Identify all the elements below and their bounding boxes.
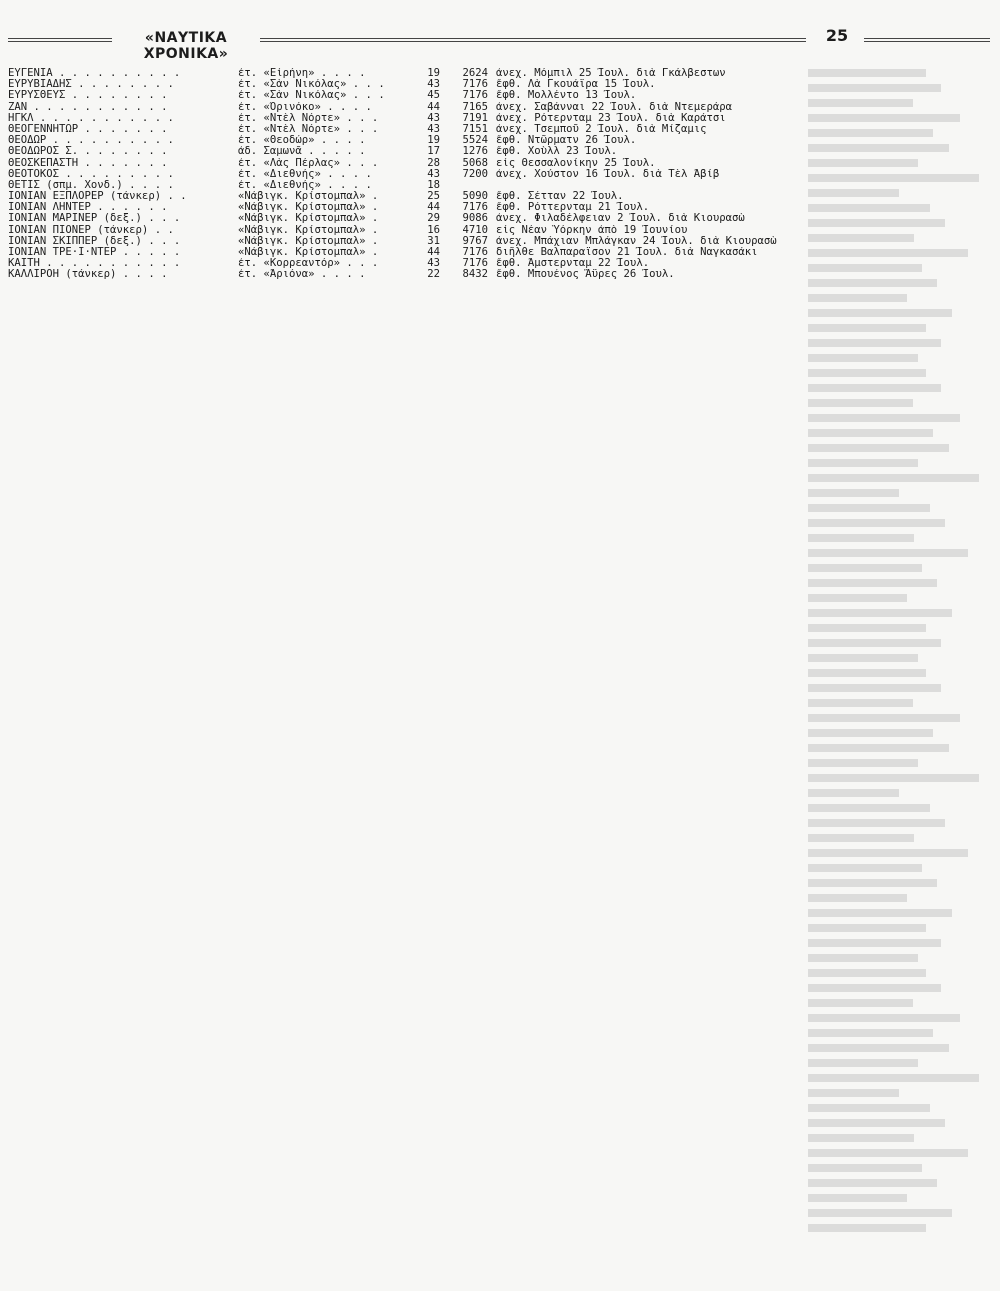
movement-note: εἰς Νέαν Ὑόρκην ἀπὸ 19 Ἰουνίου (496, 224, 688, 236)
tonnage: 9767 (462, 235, 488, 247)
bleed-through-line (808, 414, 960, 422)
ship-name: ΘΕΟΔΩΡ . . . . . . . . . . (8, 135, 174, 147)
bleed-through-line (808, 759, 918, 767)
bleed-through-line (808, 1209, 952, 1217)
movement-note: ἔφθ. Χοὺλλ 23 Ἰουλ. (496, 146, 618, 158)
ship-name: ΕΥΓΕΝΙΑ . . . . . . . . . . (8, 68, 181, 79)
built-year: 43 (427, 168, 440, 180)
bleed-through-line (808, 174, 979, 182)
bleed-through-line (808, 669, 926, 677)
tonnage: 4710 (462, 224, 488, 236)
ship-name: ΘΕΟΤΟΚΟΣ . . . . . . . . . (8, 168, 174, 180)
bleed-through-line (808, 909, 952, 917)
bleed-through-line (808, 1089, 899, 1097)
bleed-through-line (808, 354, 918, 362)
bleed-through-line (808, 234, 914, 242)
bleed-through-line (808, 639, 941, 647)
bleed-through-line (808, 99, 913, 107)
bleed-through-line (808, 474, 979, 482)
bleed-through-line (808, 939, 941, 947)
bleed-through-line (808, 594, 907, 602)
bleed-through-line (808, 654, 918, 662)
movement-note: ἔφθ. Μπουένος Ἄϋρες 26 Ἰουλ. (496, 269, 675, 281)
ship-agent: ἐτ. «Διεθνής» . . . . (238, 168, 372, 180)
bleed-through-line (808, 69, 926, 77)
tonnage: 1276 (462, 146, 488, 158)
table-row (8, 158, 798, 169)
built-year: 28 (427, 157, 440, 169)
ship-name: ΗΓΚΛ . . . . . . . . . . . (8, 112, 174, 124)
built-year: 31 (427, 235, 440, 247)
tonnage: 7176 (462, 79, 488, 91)
bleed-through-line (808, 549, 968, 557)
built-year: 43 (427, 79, 440, 91)
table-row (8, 191, 798, 202)
bleed-through-line (808, 924, 926, 932)
ship-name: ΘΕΟΔΩΡΟΣ Σ. . . . . . . . (8, 146, 168, 158)
ship-name: ΙΟΝΙΑΝ ΛΗΝΤΕΡ . . . . . . (8, 202, 168, 214)
ship-name: ΙΟΝΙΑΝ ΠΙΟΝΕΡ (τάνκερ) . . (8, 224, 174, 236)
bleed-through-line (808, 1194, 907, 1202)
built-year: 22 (427, 269, 440, 281)
ship-agent: «Νάβιγκ. Κρίστομπαλ» . (238, 247, 379, 258)
built-year: 18 (427, 179, 440, 191)
bleed-through-line (808, 999, 913, 1007)
tonnage: 8432 (462, 269, 488, 281)
bleed-through-line (808, 249, 968, 257)
ship-agent: ἐτ. «Λὰς Πέρλας» . . . (238, 157, 379, 169)
bleed-through-line (808, 204, 930, 212)
bleed-through-line (808, 429, 933, 437)
masthead-rule-right (864, 38, 990, 42)
bleed-through-line (808, 1224, 926, 1232)
tonnage: 2624 (462, 68, 488, 79)
bleed-through-line (808, 714, 960, 722)
bleed-through-line (808, 1029, 933, 1037)
ship-name: ΙΟΝΙΑΝ ΣΚΙΠΠΕΡ (δεξ.) . . . (8, 235, 181, 247)
tonnage: 9086 (462, 213, 488, 225)
bleed-through-line (808, 849, 968, 857)
ship-agent: «Νάβιγκ. Κρίστομπαλ» . (238, 202, 379, 214)
ship-name: ΘΕΤΙΣ (σπμ. Χονδ.) . . . . (8, 179, 174, 191)
table-row (8, 102, 798, 113)
ship-movements-table (8, 68, 798, 281)
movement-note: ἔφθ. Ἀμστερνταμ 22 Ἰουλ. (496, 258, 650, 270)
movement-note: ἔφθ. Σέτταν 22 Ἰουλ. (496, 191, 624, 203)
movement-note: ἔφθ. Ντῶρματν 26 Ἰουλ. (496, 135, 637, 147)
bleed-through-line (808, 1119, 945, 1127)
bleed-through-line (808, 1179, 937, 1187)
bleed-through-line (808, 1134, 914, 1142)
ship-agent: ἐτ. «Ἀριόνα» . . . . (238, 269, 366, 281)
ship-agent: ἐτ. «Θεοδώρ» . . . . (238, 135, 366, 147)
table-row (8, 135, 798, 146)
bleed-through-line (808, 159, 918, 167)
built-year: 29 (427, 213, 440, 225)
page-number: 25 (825, 26, 849, 45)
bleed-through-line (808, 519, 945, 527)
bleed-through-line (808, 1149, 968, 1157)
ship-agent: «Νάβιγκ. Κρίστομπαλ» . (238, 213, 379, 225)
table-row (8, 113, 798, 124)
bleed-through-line (808, 369, 926, 377)
movement-note: ἀνεχ. Χούστον 16 Ἰουλ. διὰ Τὲλ Ἀβίβ (496, 168, 720, 180)
bleed-through-line (808, 1014, 960, 1022)
bleed-through-line (808, 894, 907, 902)
tonnage: 5524 (462, 135, 488, 147)
bleed-through-line (808, 1059, 918, 1067)
bleed-through-line (808, 609, 952, 617)
bleed-through-line (808, 984, 941, 992)
bleed-through-line (808, 729, 933, 737)
bleed-through-line (808, 804, 930, 812)
table-row (8, 146, 798, 157)
ship-name: ΙΟΝΙΑΝ ΜΑΡΙΝΕΡ (δεξ.) . . . (8, 213, 181, 225)
bleed-through-line (808, 1164, 922, 1172)
ship-name: ΘΕΟΓΕΝΝΗΤΩΡ . . . . . . . (8, 123, 168, 135)
ship-name: ΘΕΟΣΚΕΠΑΣΤΗ . . . . . . . (8, 157, 168, 169)
bleed-through-line (808, 264, 922, 272)
table-row (8, 258, 798, 269)
bleed-through-line (808, 864, 922, 872)
tonnage: 5090 (462, 191, 488, 203)
tonnage: 7176 (462, 202, 488, 214)
bleed-through-line (808, 879, 937, 887)
built-year: 19 (427, 135, 440, 147)
tonnage: 7165 (462, 101, 488, 113)
ship-name: ΚΑΙΤΗ . . . . . . . . . . . (8, 258, 181, 270)
ship-agent: «Νάβιγκ. Κρίστομπαλ» . (238, 191, 379, 203)
bleed-through-line (808, 534, 914, 542)
tonnage: 5068 (462, 157, 488, 169)
bleed-through-line (808, 774, 979, 782)
ship-name: ΚΑΛΛΙΡΟΗ (τάνκερ) . . . . (8, 269, 168, 281)
bleed-through-line (808, 744, 949, 752)
bleed-through-line (808, 459, 918, 467)
ship-name: ΙΟΝΙΑΝ ΕΞΠΛΟΡΕΡ (τάνκερ) . . (8, 191, 187, 203)
ship-agent: «Νάβιγκ. Κρίστομπαλ» . (238, 224, 379, 236)
ship-agent: ἐτ. «Κορρεαντόρ» . . . (238, 258, 379, 270)
built-year: 44 (427, 247, 440, 258)
table-row (8, 124, 798, 135)
movement-note: ἀνεχ. Ρότερνταμ 23 Ἰουλ. διὰ Καράτσι (496, 112, 726, 124)
bleed-through-line (808, 954, 918, 962)
built-year: 25 (427, 191, 440, 203)
ship-agent: ἐτ. «Ντὲλ Νόρτε» . . . (238, 123, 379, 135)
tonnage: 7191 (462, 112, 488, 124)
built-year: 44 (427, 202, 440, 214)
built-year: 43 (427, 123, 440, 135)
bleed-through-line (808, 84, 941, 92)
table-row (8, 90, 798, 101)
bleed-through-line (808, 324, 926, 332)
movement-note: ἀνεχ. Σαβάνναι 22 Ἰουλ. διὰ Ντεμεράρα (496, 101, 732, 113)
bleed-through-line (808, 819, 945, 827)
ship-name: ΙΟΝΙΑΝ ΤΡΕ·Ι·ΝΤΕΡ . . . . . (8, 247, 181, 258)
bleed-through-line (808, 399, 913, 407)
bleed-through-line (808, 489, 899, 497)
ship-agent: ἐτ. «Ὀρινόκο» . . . . (238, 101, 372, 113)
built-year: 44 (427, 101, 440, 113)
bleed-through-line (808, 969, 926, 977)
movement-note: ἀνεχ. Μόμπιλ 25 Ἰουλ. διὰ Γκάλβεστων (496, 68, 726, 79)
ship-agent: ἐτ. «Ντὲλ Νόρτε» . . . (238, 112, 379, 124)
built-year: 19 (427, 68, 440, 79)
ship-agent: ἐτ. «Σὰν Νικόλας» . . . (238, 90, 385, 102)
bleed-through-line (808, 1074, 979, 1082)
bleed-through-line (808, 834, 914, 842)
bleed-through-line (808, 684, 941, 692)
movement-note: διῆλθε Βαλπαραΐσον 21 Ἰουλ. διὰ Ναγκασάκι (496, 247, 758, 258)
tonnage: 7176 (462, 247, 488, 258)
bleed-through-line (808, 624, 926, 632)
table-row (8, 68, 798, 79)
built-year: 43 (427, 258, 440, 270)
bleed-through-line (808, 789, 899, 797)
bleed-through-line (808, 699, 913, 707)
bleed-through-line (808, 189, 899, 197)
built-year: 16 (427, 224, 440, 236)
masthead-rule-left (8, 38, 112, 42)
tonnage: 7176 (462, 258, 488, 270)
table-row (8, 169, 798, 180)
bleed-through-line (808, 384, 941, 392)
masthead (8, 26, 998, 62)
bleed-through-line (808, 114, 960, 122)
ship-agent: «Νάβιγκ. Κρίστομπαλ» . (238, 235, 379, 247)
bleed-through-line (808, 129, 933, 137)
ship-agent: ἐτ. «Εἰρήνη» . . . . (238, 68, 366, 79)
bleed-through-line (808, 504, 930, 512)
bleed-through-line (808, 1044, 949, 1052)
tonnage: 7200 (462, 168, 488, 180)
bleed-through-line (808, 579, 937, 587)
ship-name: ΕΥΡΥΒΙΑΔΗΣ . . . . . . . . (8, 79, 174, 91)
bleed-through-line (808, 339, 941, 347)
table-row (8, 213, 798, 224)
bleed-through-line (808, 279, 937, 287)
masthead-rule-middle (260, 38, 806, 42)
movement-note: ἔφθ. Ρόττερνταμ 21 Ἰουλ. (496, 202, 650, 214)
publication-title: «ΝΑΥΤΙΚΑ ΧΡΟΝΙΚΑ» (143, 30, 229, 62)
ship-agent: ἐτ. «Σὰν Νικόλας» . . . (238, 79, 385, 91)
movement-note: ἔφθ. Λὰ Γκουάϊρα 15 Ἰουλ. (496, 79, 656, 91)
built-year: 43 (427, 112, 440, 124)
ship-agent: ἐτ. «Διεθνής» . . . . (238, 179, 372, 191)
bleed-through-line (808, 564, 922, 572)
built-year: 45 (427, 90, 440, 102)
bleed-through-line (808, 144, 949, 152)
bleed-through-line (808, 219, 945, 227)
movement-note: εἰς Θεσσαλονίκην 25 Ἰουλ. (496, 157, 656, 169)
bleed-through-line (808, 444, 949, 452)
table-row (8, 79, 798, 90)
ship-name: ΕΥΡΥΣΘΕΥΣ . . . . . . . . (8, 90, 168, 102)
bleed-through-column (808, 62, 998, 1242)
table-row (8, 225, 798, 236)
bleed-through-line (808, 294, 907, 302)
table-row (8, 247, 798, 258)
tonnage: 7176 (462, 90, 488, 102)
ship-agent: ἀδ. Σαμωνᾶ . . . . . (238, 146, 366, 158)
bleed-through-line (808, 309, 952, 317)
table-row (8, 236, 798, 247)
ship-name: ΖΑΝ . . . . . . . . . . . (8, 101, 168, 113)
movement-note: ἀνεχ. Μπάχιαν Μπλάγκαν 24 Ἰουλ. διὰ Κιουρασὼ (496, 235, 777, 247)
movement-note: ἀνεχ. Τσεμποῦ 2 Ἰουλ. διὰ Μίζαμις (496, 123, 707, 135)
table-row (8, 180, 798, 191)
table-row (8, 202, 798, 213)
movement-note: ἀνεχ. Φιλαδέλφειαν 2 Ἰουλ. διὰ Κιουρασὼ (496, 213, 745, 225)
built-year: 17 (427, 146, 440, 158)
bleed-through-line (808, 1104, 930, 1112)
movement-note: ἔφθ. Μολλέντο 13 Ἰουλ. (496, 90, 637, 102)
tonnage: 7151 (462, 123, 488, 135)
table-row (8, 269, 798, 280)
